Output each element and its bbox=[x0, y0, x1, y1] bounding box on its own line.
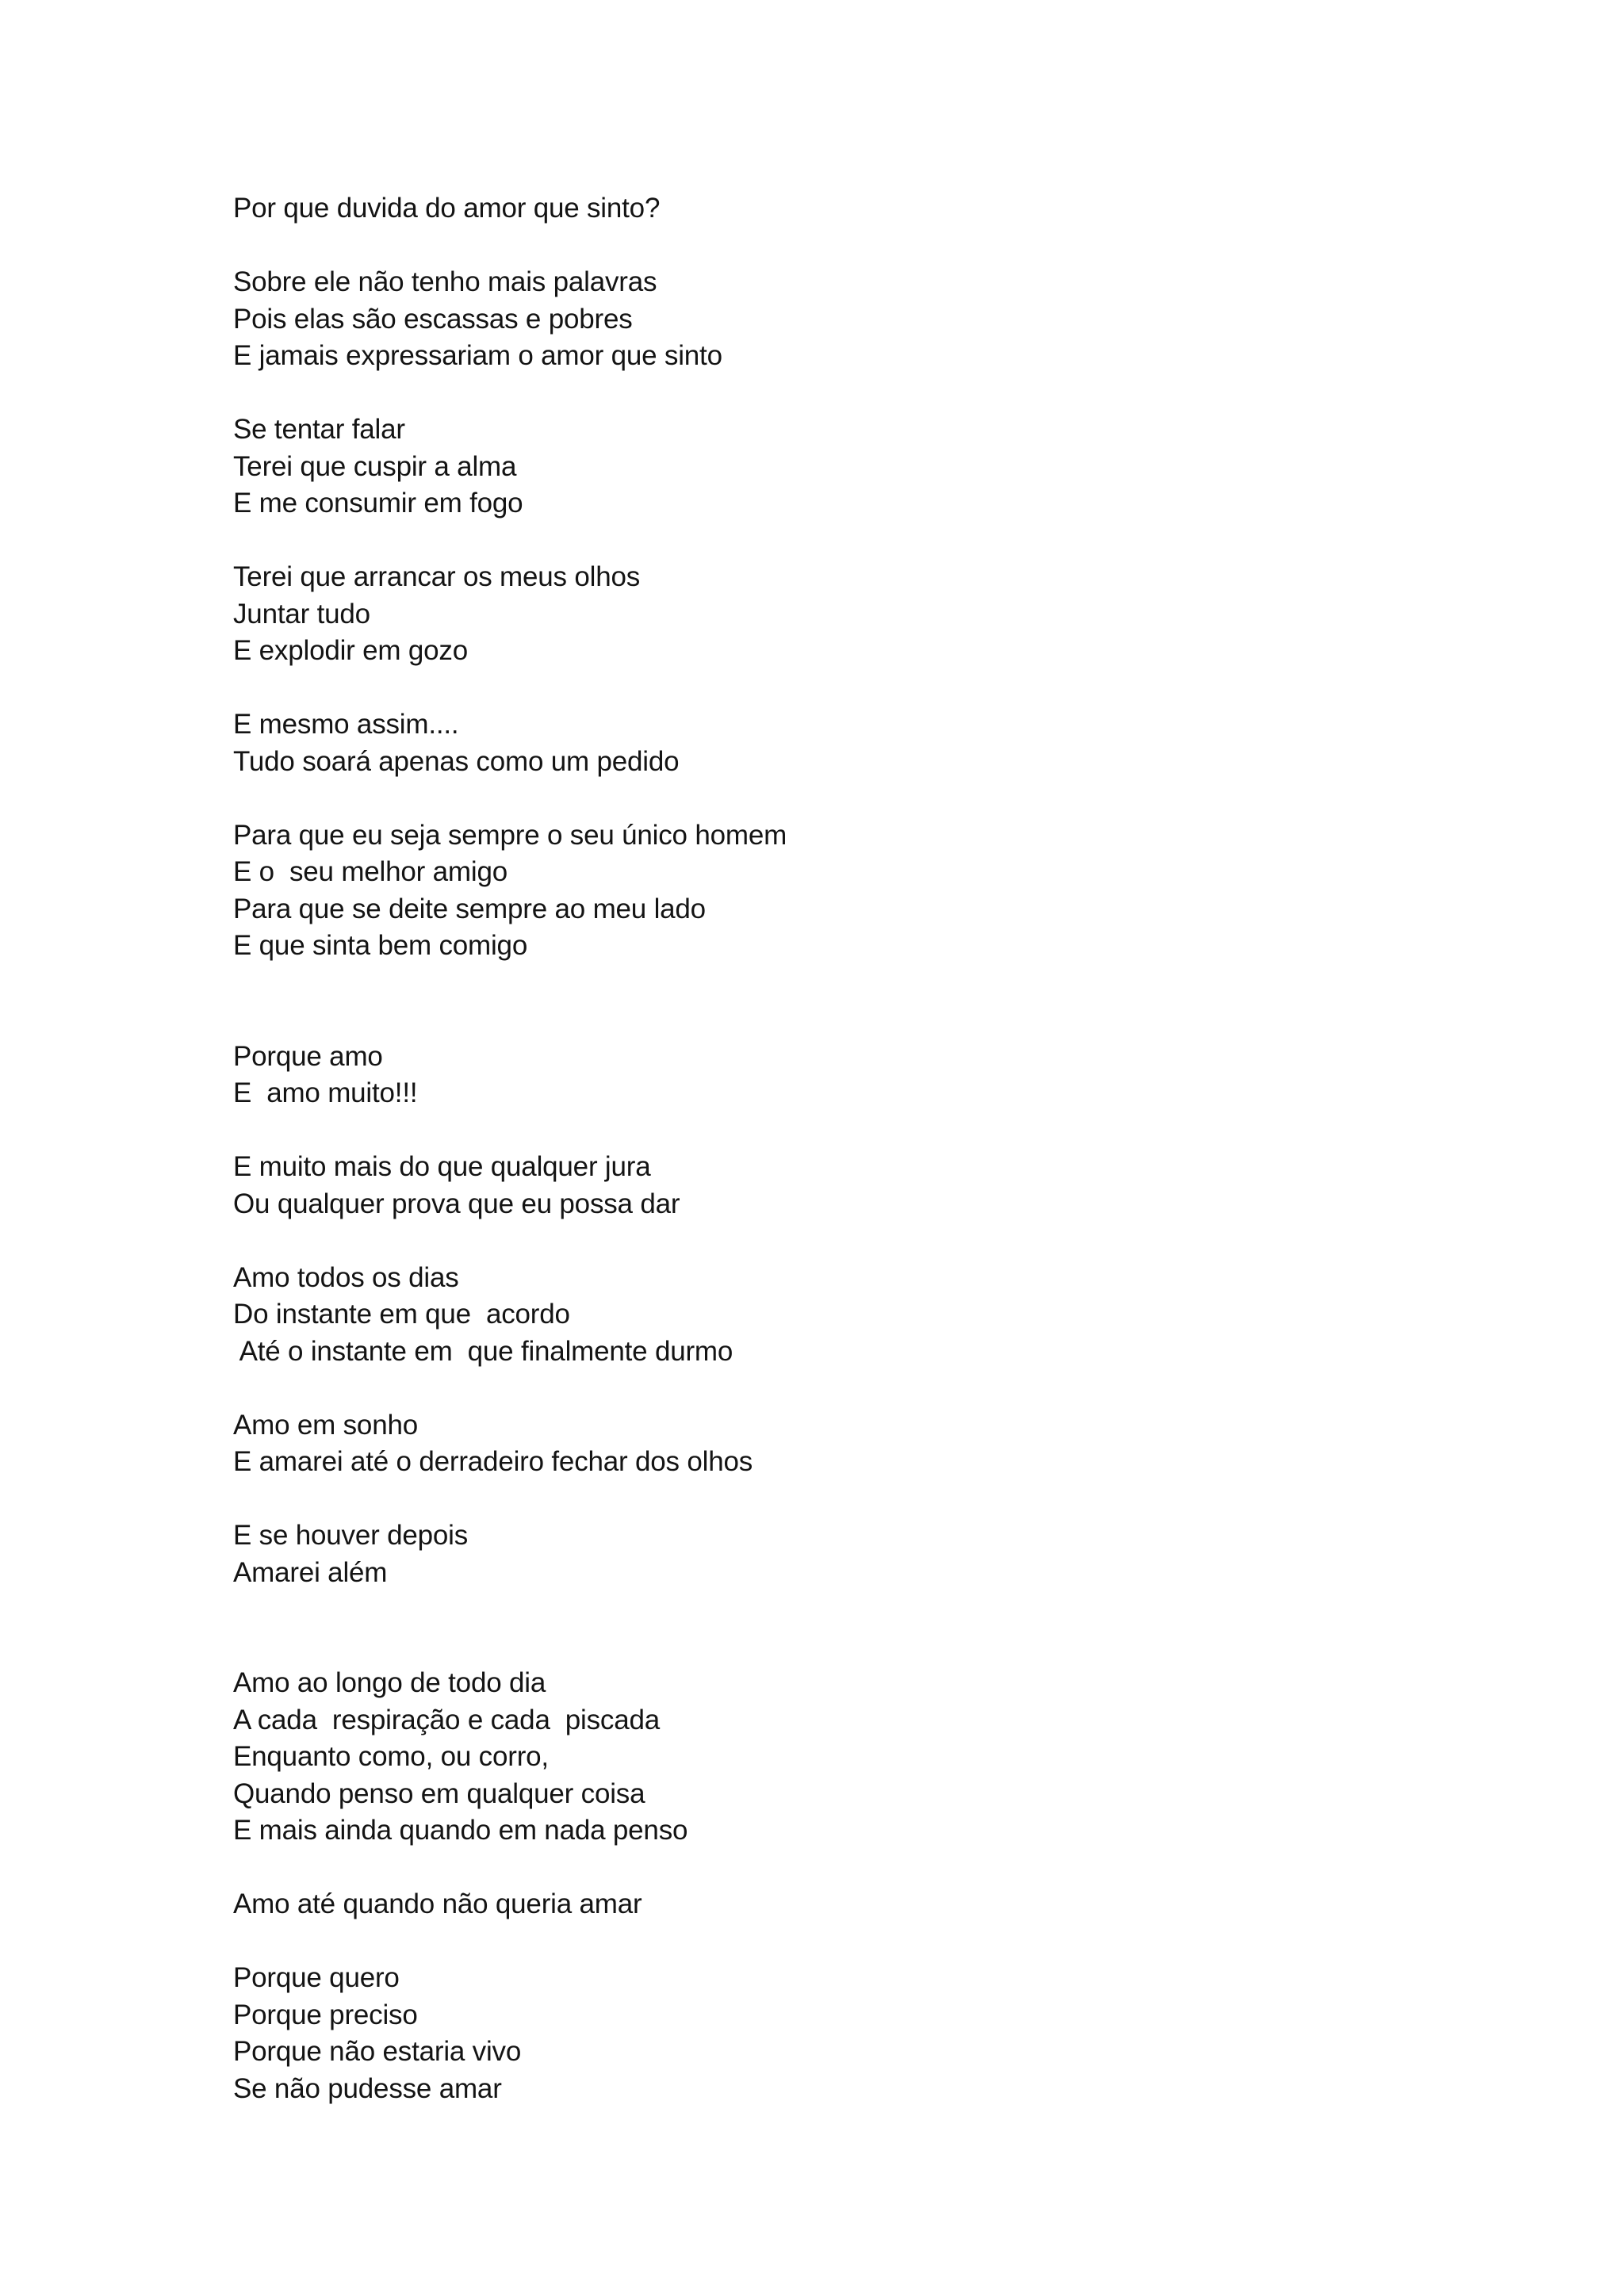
poem-line: E me consumir em fogo bbox=[233, 488, 523, 519]
stanza-break bbox=[233, 1850, 1423, 1887]
poem-line: Terei que cuspir a alma bbox=[233, 450, 517, 482]
poem-line: Até o instante em que finalmente durmo bbox=[233, 1335, 733, 1367]
stanza-break bbox=[233, 1481, 1423, 1518]
poem-line: Enquanto como, ou corro, bbox=[233, 1741, 549, 1772]
stanza-break bbox=[233, 228, 1423, 265]
poem-line: E explodir em gozo bbox=[233, 635, 469, 666]
stanza-break bbox=[233, 1223, 1423, 1260]
stanza-break bbox=[233, 670, 1423, 707]
stanza-break bbox=[233, 375, 1423, 412]
stanza-break bbox=[233, 780, 1423, 817]
stanza-break bbox=[233, 1001, 1423, 1039]
stanza-break bbox=[233, 1591, 1423, 1628]
poem-line: E amo muito!!! bbox=[233, 1077, 418, 1108]
poem-line: E que sinta bem comigo bbox=[233, 930, 528, 961]
poem-line: A cada respiração e cada piscada bbox=[233, 1704, 660, 1735]
poem-line: E mesmo assim.... bbox=[233, 709, 459, 740]
poem-line: E mais ainda quando em nada penso bbox=[233, 1815, 688, 1846]
poem-line: Quando penso em qualquer coisa bbox=[233, 1777, 645, 1809]
poem-line: Porque não estaria vivo bbox=[233, 2036, 522, 2067]
stanza-break bbox=[233, 522, 1423, 560]
poem-line: E se houver depois bbox=[233, 1520, 469, 1551]
poem-body bbox=[233, 190, 1423, 2107]
poem-line: Terei que arrancar os meus olhos bbox=[233, 561, 641, 592]
poem-line: Porque amo bbox=[233, 1040, 383, 1072]
poem-line: Por que duvida do amor que sinto? bbox=[233, 193, 661, 224]
stanza-break bbox=[233, 965, 1423, 1002]
poem-line: Pois elas são escassas e pobres bbox=[233, 303, 633, 335]
poem-line: E muito mais do que qualquer jura bbox=[233, 1151, 651, 1182]
stanza-break bbox=[233, 1923, 1423, 1961]
stanza-break bbox=[233, 1628, 1423, 1666]
poem-line: Tudo soará apenas como um pedido bbox=[233, 745, 680, 777]
poem-line: Porque quero bbox=[233, 1962, 400, 1993]
poem-line: Do instante em que acordo bbox=[233, 1299, 570, 1330]
poem-line: E jamais expressariam o amor que sinto bbox=[233, 340, 722, 371]
poem-line: Amo todos os dias bbox=[233, 1261, 459, 1293]
poem-line: E amarei até o derradeiro fechar dos olhos bbox=[233, 1446, 753, 1477]
poem-line: Sobre ele não tenho mais palavras bbox=[233, 266, 657, 297]
poem-line: Ou qualquer prova que eu possa dar bbox=[233, 1188, 680, 1219]
poem-line: Se não pudesse amar bbox=[233, 2072, 502, 2104]
poem-line: Amarei além bbox=[233, 1556, 388, 1588]
poem-line: E o seu melhor amigo bbox=[233, 856, 508, 887]
poem-line: Amo até quando não queria amar bbox=[233, 1888, 642, 1919]
poem-line: Se tentar falar bbox=[233, 414, 405, 445]
poem-line: Juntar tudo bbox=[233, 598, 370, 629]
poem-line: Para que se deite sempre ao meu lado bbox=[233, 893, 706, 924]
stanza-break bbox=[233, 1370, 1423, 1407]
poem-line: Amo em sonho bbox=[233, 1409, 418, 1441]
poem-line: Porque preciso bbox=[233, 1999, 418, 2030]
poem-line: Amo ao longo de todo dia bbox=[233, 1667, 546, 1698]
poem-line: Para que eu seja sempre o seu único homem bbox=[233, 819, 787, 851]
stanza-break bbox=[233, 1112, 1423, 1150]
